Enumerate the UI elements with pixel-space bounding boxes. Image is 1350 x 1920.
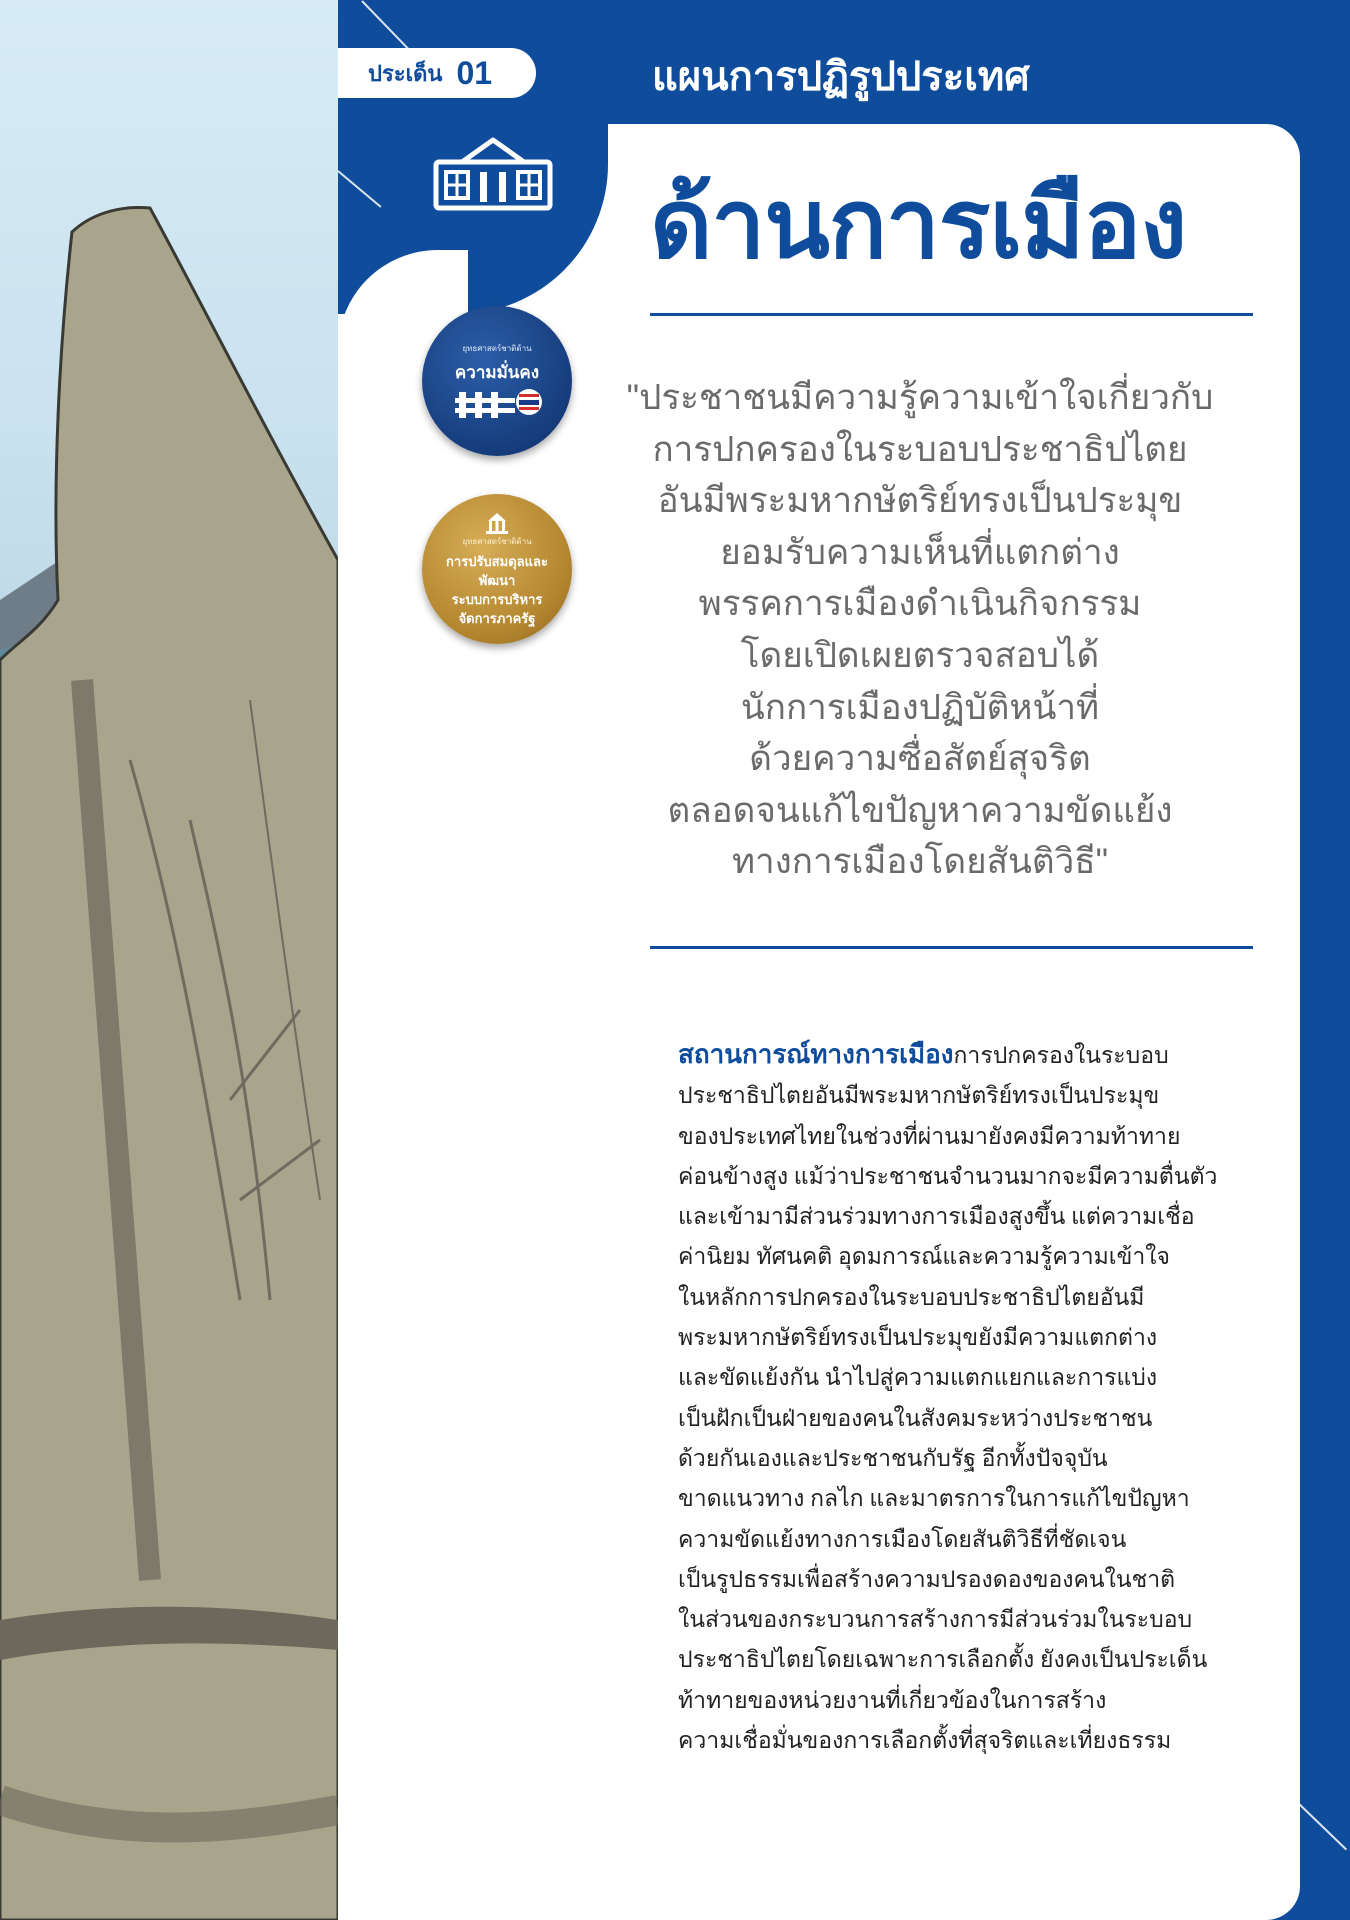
government-building-icon [484,511,510,535]
rock-illustration [0,0,338,1920]
badge-caption: ยุทธศาสตร์ชาติด้าน [462,344,532,353]
paragraph-line: ประชาธิปไตยโดยเฉพาะการเลือกตั้ง ยังคงเป็นประเด็น [678,1647,1208,1673]
paragraph-line: และเข้ามามีส่วนร่วมทางการเมืองสูงขึ้น แต่ความเชื่อ [678,1204,1195,1230]
paragraph-line: และขัดแย้งกัน นำไปสู่ความแตกแยกและการแบ่ง [678,1365,1158,1391]
paragraph-line: เป็นรูปธรรมเพื่อสร้างความปรองดองของคนในชาติ [678,1566,1176,1592]
paragraph-line: ท้าทายของหน่วยงานที่เกี่ยวข้องในการสร้าง [678,1687,1107,1713]
badge-title-line: จัดการภาครัฐ [458,610,536,626]
quote-line: ตลอดจนแก้ไขปัญหาความขัดแย้ง [667,790,1173,830]
paragraph-line: ความเชื่อมั่นของการเลือกตั้งที่สุจริตและเที่ยงธรรม [678,1728,1172,1754]
paragraph-text: การปกครองในระบอบ [953,1043,1169,1068]
parliament-building-icon [432,134,554,214]
plan-title: แผนการปฏิรูปประเทศ [652,55,1030,99]
paragraph-line: ค่านิยม ทัศนคติ อุดมการณ์และความรู้ความเข้าใจ [678,1244,1170,1270]
quote-line: นักการเมืองปฏิบัติหน้าที่ [740,687,1100,727]
quote-line: อันมีพระมหากษัตริย์ทรงเป็นประมุข [657,481,1183,521]
quote-bottom-rule [650,946,1253,949]
paragraph-line: พระมหากษัตริย์ทรงเป็นประมุขยังมีความแตกต่าง [678,1325,1158,1351]
admin-strategy-badge [422,494,572,644]
paragraph-line: ด้วยกันเองและประชาชนกับรัฐ อีกทั้งปัจจุบัน [678,1445,1108,1471]
paragraph-line: ในหลักการปกครองในระบอบประชาธิปไตยอันมี [678,1284,1145,1310]
paragraph-line: ในส่วนของกระบวนการสร้างการมีส่วนร่วมในระบอบ [678,1607,1193,1633]
paragraph-first-line [678,1034,1198,1076]
badge-title: ความมั่นคง [454,363,540,382]
paragraph-line: ความขัดแย้งทางการเมืองโดยสันติวิธีที่ชัดเจน [678,1526,1127,1552]
vision-quote [620,372,1220,888]
rock-illustration-drawing [0,0,338,1920]
quote-line: "ประชาชนมีความรู้ความเข้าใจเกี่ยวกับ [626,378,1214,417]
paragraph-line: ขาดแนวทาง กลไก และมาตรการในการแก้ไขปัญหา [678,1486,1190,1512]
page-title: ด้านการเมือง [650,171,1187,278]
security-strategy-badge [422,306,572,456]
badge-title-line: ระบบการบริหาร [451,591,543,607]
page-number: 51 [1256,1826,1279,1848]
quote-line: ทางการเมืองโดยสันติวิธี" [731,842,1109,882]
quote-line: พรรคการเมืองดำเนินกิจกรรม [698,584,1142,624]
quote-line: โดยเปิดเผยตรวจสอบได้ [740,635,1100,675]
issue-number: 01 [456,54,493,91]
paragraph-line: ประชาธิปไตยอันมีพระมหากษัตริย์ทรงเป็นประมุข [678,1083,1160,1109]
quote-top-rule [650,313,1253,316]
paragraph-line: ของประเทศไทยในช่วงที่ผ่านมายังคงมีความท้าทาย [678,1123,1181,1149]
issue-label: ประเด็น [368,60,443,86]
quote-line: ยอมรับความเห็นที่แตกต่าง [720,532,1120,572]
fence-with-thai-flag-icon [447,386,547,420]
badge-title-line: พัฒนา [478,572,516,588]
badge-caption: ยุทธศาสตร์ชาติด้าน [462,536,532,546]
quote-line: การปกครองในระบอบประชาธิปไตย [652,429,1188,469]
paragraph-line: ค่อนข้างสูง แม้ว่าประชาชนจำนวนมากจะมีความตื่นตัว [678,1163,1218,1189]
paragraph-line: เป็นฝักเป็นฝ่ายของคนในสังคมระหว่างประชาชน [678,1405,1153,1431]
situation-paragraph [678,1034,1218,1761]
badge-title-line: การปรับสมดุลและ [446,553,548,569]
issue-badge [338,48,536,98]
quote-line: ด้วยความซื่อสัตย์สุจริต [749,739,1091,779]
section-lead-heading: สถานการณ์ทางการเมือง [678,1039,954,1069]
